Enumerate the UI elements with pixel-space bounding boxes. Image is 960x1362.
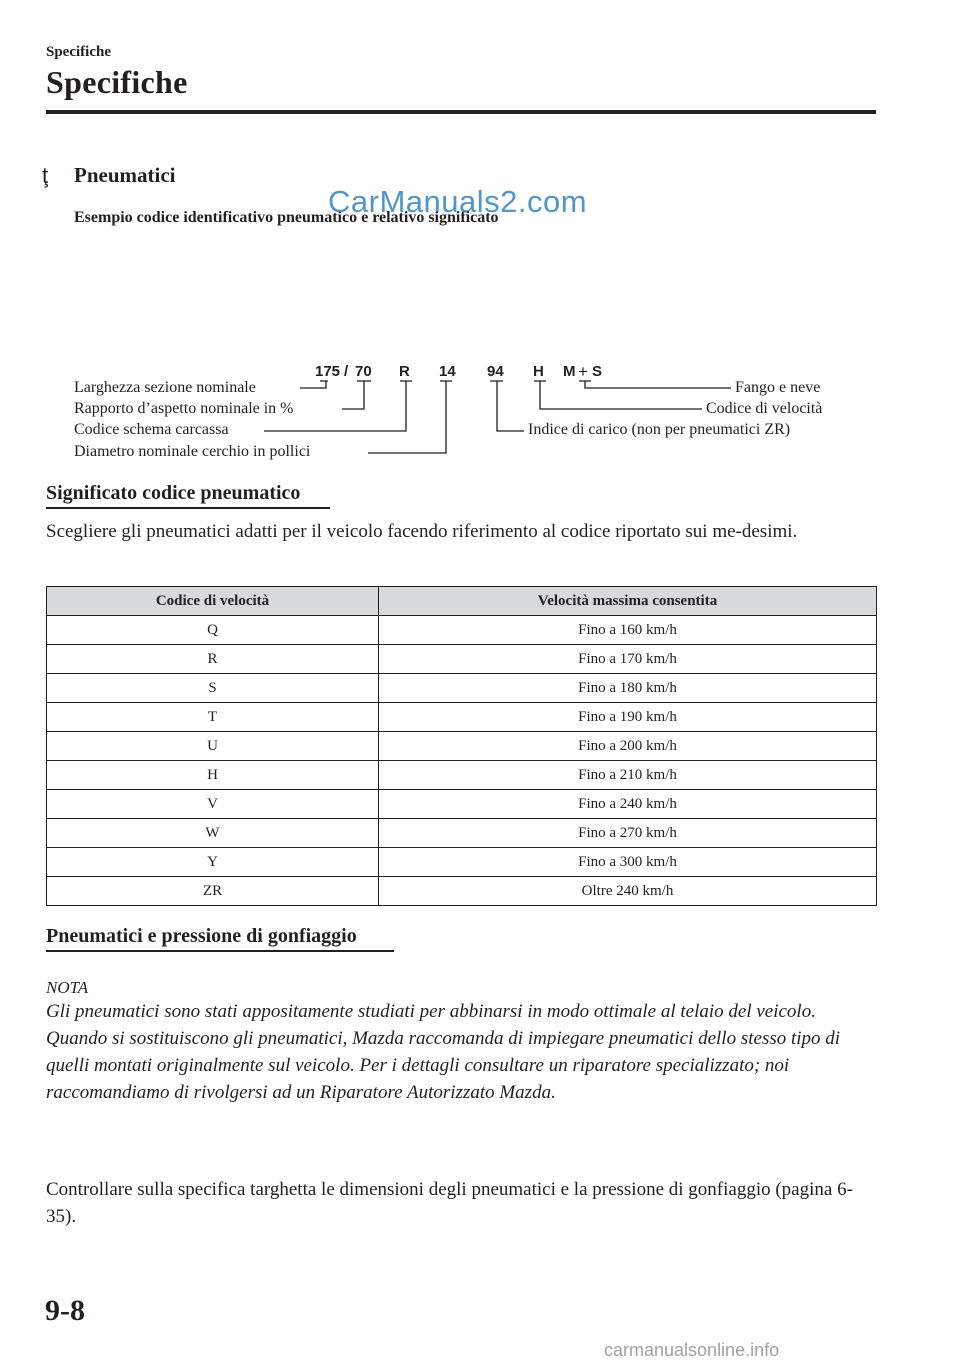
page-section-title: Specifiche bbox=[46, 64, 188, 100]
max-speed-cell: Fino a 300 km/h bbox=[379, 848, 877, 877]
max-speed-cell: Oltre 240 km/h bbox=[379, 877, 877, 906]
code-speed-rating: H bbox=[533, 363, 544, 380]
max-speed-cell: Fino a 190 km/h bbox=[379, 703, 877, 732]
max-speed-cell: Fino a 160 km/h bbox=[379, 616, 877, 645]
code-plus: + bbox=[578, 362, 588, 381]
speed-code-cell: R bbox=[47, 645, 379, 674]
section-heading-underline bbox=[46, 950, 394, 952]
code-rim-diameter: 14 bbox=[439, 363, 456, 380]
label-rim-diameter: Diametro nominale cerchio in pollici bbox=[74, 443, 311, 460]
section-heading-tire-pressure: Pneumatici e pressione di gonfiaggio bbox=[46, 925, 357, 947]
speed-code-cell: ZR bbox=[47, 877, 379, 906]
table-row bbox=[47, 616, 877, 645]
page-number: 9-8 bbox=[45, 1294, 85, 1327]
label-speed-rating: Codice di velocità bbox=[706, 400, 823, 417]
column-header-max-speed: Velocità massima consentita bbox=[379, 587, 877, 616]
note-label: NOTA bbox=[46, 978, 89, 997]
speed-code-cell: W bbox=[47, 819, 379, 848]
code-aspect-ratio: 70 bbox=[355, 363, 372, 380]
table-row bbox=[47, 703, 877, 732]
label-aspect-ratio: Rapporto d’aspetto nominale in % bbox=[74, 400, 294, 417]
max-speed-cell: Fino a 270 km/h bbox=[379, 819, 877, 848]
connector-mud-snow bbox=[579, 381, 731, 388]
bullet-icon: ţ bbox=[42, 163, 49, 188]
connector-load-index bbox=[490, 381, 524, 431]
max-speed-cell: Fino a 240 km/h bbox=[379, 790, 877, 819]
connector-rim-diameter bbox=[368, 381, 452, 453]
label-mud-snow: Fango e neve bbox=[735, 379, 821, 396]
speed-code-cell: Y bbox=[47, 848, 379, 877]
watermark-url: carmanualsonline.info bbox=[604, 1340, 780, 1360]
example-caption: Esempio codice identificativo pneumatico e relativo significato bbox=[74, 209, 499, 226]
code-width: 175 bbox=[315, 363, 341, 380]
intro-paragraph: Scegliere gli pneumatici adatti per il veicolo facendo riferimento al codice riportato sui me-desimi. bbox=[46, 521, 798, 542]
running-section-title: Specifiche bbox=[46, 44, 111, 60]
label-carcass: Codice schema carcassa bbox=[74, 421, 229, 438]
max-speed-cell: Fino a 210 km/h bbox=[379, 761, 877, 790]
speed-code-cell: H bbox=[47, 761, 379, 790]
column-header-code: Codice di velocità bbox=[47, 587, 379, 616]
table-row bbox=[47, 819, 877, 848]
max-speed-cell: Fino a 170 km/h bbox=[379, 645, 877, 674]
code-slash: / bbox=[344, 363, 349, 380]
table-row bbox=[47, 645, 877, 674]
table-row bbox=[47, 761, 877, 790]
topic-title: Pneumatici bbox=[74, 163, 176, 187]
table-row bbox=[47, 732, 877, 761]
speed-rating-table bbox=[46, 586, 877, 906]
table-header-row bbox=[47, 587, 877, 616]
label-section-width: Larghezza sezione nominale bbox=[74, 379, 256, 396]
code-load-index: 94 bbox=[487, 363, 504, 380]
code-construction: R bbox=[399, 363, 410, 380]
speed-code-cell: S bbox=[47, 674, 379, 703]
table-row bbox=[47, 848, 877, 877]
connector-speed-rating bbox=[534, 381, 702, 409]
pressure-paragraph: Controllare sulla specifica targhetta le dimensioni degli pneumatici e la pressione di gonfiaggio (pagina 6-35). bbox=[46, 1179, 853, 1227]
watermark-logo: CarManuals2.com bbox=[328, 184, 588, 219]
section-heading-underline bbox=[46, 507, 330, 509]
table-row bbox=[47, 674, 877, 703]
speed-code-cell: Q bbox=[47, 616, 379, 645]
max-speed-cell: Fino a 200 km/h bbox=[379, 732, 877, 761]
table-row bbox=[47, 877, 877, 906]
speed-code-cell: U bbox=[47, 732, 379, 761]
code-mud: M bbox=[563, 363, 576, 380]
label-load-index: Indice di carico (non per pneumatici ZR) bbox=[528, 421, 791, 438]
speed-code-cell: V bbox=[47, 790, 379, 819]
note-text: Gli pneumatici sono stati appositamente studiati per abbinarsi in modo ottimale al telaio del veicolo. Quando si sostituiscono gli pneumatici, Mazda raccomanda di impiegare pneumatici dello stesso tipo di quelli montati originalmente sul veicolo. Per i dettagli consultare un riparatore specializzato; noi raccomandiamo di rivolgersi ad un Riparatore Autorizzato Mazda. bbox=[46, 1001, 841, 1103]
connector-aspect-ratio bbox=[342, 381, 371, 409]
max-speed-cell: Fino a 180 km/h bbox=[379, 674, 877, 703]
code-snow: S bbox=[592, 363, 603, 380]
section-heading-tire-code: Significato codice pneumatico bbox=[46, 482, 301, 504]
table-row bbox=[47, 790, 877, 819]
speed-code-cell: T bbox=[47, 703, 379, 732]
connector-width bbox=[300, 381, 328, 388]
